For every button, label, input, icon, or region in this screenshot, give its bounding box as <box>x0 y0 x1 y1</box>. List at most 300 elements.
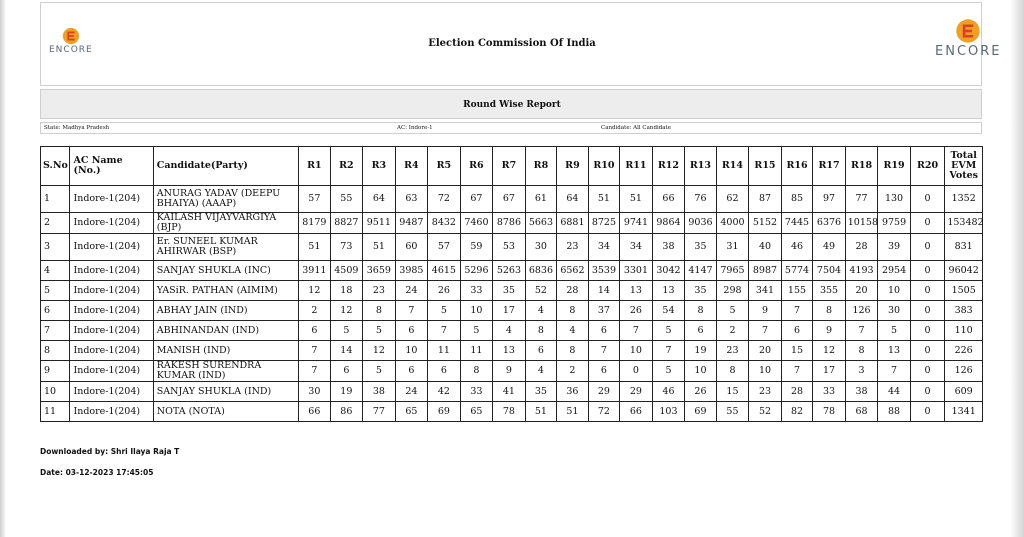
table-cell: 8179 <box>299 213 331 234</box>
table-cell: Indore-1(204) <box>70 186 153 213</box>
page-shadow-left <box>0 0 6 537</box>
table-cell: SANJAY SHUKLA (IND) <box>153 382 298 402</box>
table-cell: 30 <box>878 301 911 321</box>
column-header: R15 <box>749 147 782 186</box>
table-cell: 7 <box>299 341 331 361</box>
table-cell: 10 <box>878 281 911 301</box>
table-cell: 7 <box>588 341 620 361</box>
round-wise-table <box>40 146 983 422</box>
table-cell: 8 <box>813 301 846 321</box>
table-cell: 6881 <box>557 213 589 234</box>
column-header: Candidate(Party) <box>153 147 298 186</box>
table-cell: 10 <box>460 301 493 321</box>
table-cell: 23 <box>749 382 782 402</box>
table-cell: 14 <box>330 341 363 361</box>
table-cell: 35 <box>685 234 717 261</box>
table-cell: 7445 <box>781 213 813 234</box>
table-cell: 26 <box>428 281 461 301</box>
table-cell: 72 <box>588 402 620 422</box>
table-cell: 8 <box>557 341 589 361</box>
table-cell: 341 <box>749 281 782 301</box>
table-cell: 8725 <box>588 213 620 234</box>
table-cell: 86 <box>330 402 363 422</box>
table-cell: 69 <box>685 402 717 422</box>
table-cell: 110 <box>945 321 983 341</box>
table-cell: 12 <box>330 301 363 321</box>
table-cell: 9741 <box>620 213 653 234</box>
column-header: R1 <box>299 147 331 186</box>
table-cell: 3539 <box>588 261 620 281</box>
table-cell: 7 <box>749 321 782 341</box>
table-cell: 38 <box>845 382 878 402</box>
table-cell: 4615 <box>428 261 461 281</box>
table-cell: 11 <box>41 402 70 422</box>
table-cell: 67 <box>493 186 526 213</box>
table-cell: 7 <box>395 301 428 321</box>
table-cell: 6 <box>685 321 717 341</box>
table-cell: 6562 <box>557 261 589 281</box>
table-cell: YASiR. PATHAN (AIMIM) <box>153 281 298 301</box>
table-cell: 5 <box>652 321 685 341</box>
column-header: R4 <box>395 147 428 186</box>
meta-state: State: Madhya Pradesh <box>44 125 110 131</box>
table-cell: ABHINANDAN (IND) <box>153 321 298 341</box>
table-cell: 6 <box>588 361 620 382</box>
table-cell: 5 <box>330 321 363 341</box>
table-cell: 7460 <box>460 213 493 234</box>
table-cell: 28 <box>557 281 589 301</box>
column-header: R8 <box>525 147 557 186</box>
report-title: Round Wise Report <box>463 100 561 110</box>
table-cell: 12 <box>813 341 846 361</box>
table-cell: 5 <box>363 321 396 341</box>
table-cell: 33 <box>813 382 846 402</box>
table-cell: 8 <box>716 361 749 382</box>
table-cell: 31 <box>716 234 749 261</box>
table-cell: 7 <box>299 361 331 382</box>
table-cell: Er. SUNEEL KUMAR AHIRWAR (BSP) <box>153 234 298 261</box>
table-cell: Indore-1(204) <box>70 341 153 361</box>
table-cell: Indore-1(204) <box>70 361 153 382</box>
table-cell: 4 <box>525 301 557 321</box>
table-cell: 7965 <box>716 261 749 281</box>
table-cell: 5296 <box>460 261 493 281</box>
table-cell: 13 <box>493 341 526 361</box>
table-cell: 65 <box>395 402 428 422</box>
table-cell: 5 <box>363 361 396 382</box>
table-cell: 19 <box>685 341 717 361</box>
table-cell: 11 <box>460 341 493 361</box>
table-cell: KAILASH VIJAYVARGIYA (BJP) <box>153 213 298 234</box>
table-cell: 51 <box>299 234 331 261</box>
table-cell: 24 <box>395 281 428 301</box>
table-cell: 7 <box>781 361 813 382</box>
table-cell: 78 <box>493 402 526 422</box>
column-header: R10 <box>588 147 620 186</box>
table-cell: 103 <box>652 402 685 422</box>
table-cell: 52 <box>749 402 782 422</box>
table-cell: 20 <box>749 341 782 361</box>
table-cell: Indore-1(204) <box>70 234 153 261</box>
table-cell: 35 <box>525 382 557 402</box>
table-cell: 68 <box>845 402 878 422</box>
table-cell: 0 <box>910 402 945 422</box>
table-cell: 4193 <box>845 261 878 281</box>
table-cell: 5774 <box>781 261 813 281</box>
table-cell: 34 <box>620 234 653 261</box>
table-cell: 8 <box>685 301 717 321</box>
table-cell: 14 <box>588 281 620 301</box>
table-cell: 1505 <box>945 281 983 301</box>
table-cell: Indore-1(204) <box>70 321 153 341</box>
table-cell: 20 <box>845 281 878 301</box>
table-cell: 49 <box>813 234 846 261</box>
table-cell: 15 <box>716 382 749 402</box>
table-cell: 82 <box>781 402 813 422</box>
table-cell: 0 <box>910 213 945 234</box>
table-cell: 8432 <box>428 213 461 234</box>
table-cell: 9511 <box>363 213 396 234</box>
table-cell: 8 <box>525 321 557 341</box>
table-cell: 0 <box>910 382 945 402</box>
table-cell: 6 <box>525 341 557 361</box>
table-cell: 64 <box>557 186 589 213</box>
table-row <box>41 321 983 341</box>
table-cell: 8 <box>845 341 878 361</box>
table-cell: 5 <box>460 321 493 341</box>
table-cell: 2 <box>41 213 70 234</box>
table-cell: 4147 <box>685 261 717 281</box>
table-cell: 1352 <box>945 186 983 213</box>
table-cell: 66 <box>299 402 331 422</box>
table-cell: 9 <box>749 301 782 321</box>
table-cell: 88 <box>878 402 911 422</box>
table-cell: ABHAY JAIN (IND) <box>153 301 298 321</box>
table-cell: 5 <box>652 361 685 382</box>
table-cell: 9759 <box>878 213 911 234</box>
table-cell: 9487 <box>395 213 428 234</box>
table-cell: 41 <box>493 382 526 402</box>
column-header: R3 <box>363 147 396 186</box>
table-cell: 0 <box>910 261 945 281</box>
table-cell: 7504 <box>813 261 846 281</box>
table-cell: 28 <box>845 234 878 261</box>
table-cell: 9864 <box>652 213 685 234</box>
column-header: R11 <box>620 147 653 186</box>
table-cell: 4 <box>41 261 70 281</box>
table-cell: 65 <box>460 402 493 422</box>
table-cell: 8 <box>41 341 70 361</box>
table-cell: 19 <box>330 382 363 402</box>
logo-text: ENCORE <box>49 45 93 55</box>
table-cell: 9 <box>41 361 70 382</box>
table-row <box>41 281 983 301</box>
table-cell: Indore-1(204) <box>70 281 153 301</box>
downloaded-by: Downloaded by: Shri Ilaya Raja T <box>40 447 180 456</box>
table-cell: 12 <box>299 281 331 301</box>
table-cell: 0 <box>910 281 945 301</box>
table-cell: 6376 <box>813 213 846 234</box>
table-cell: 1 <box>41 186 70 213</box>
table-cell: 355 <box>813 281 846 301</box>
column-header: R17 <box>813 147 846 186</box>
table-cell: 10 <box>41 382 70 402</box>
table-cell: 0 <box>910 186 945 213</box>
table-cell: 63 <box>395 186 428 213</box>
table-cell: 609 <box>945 382 983 402</box>
table-cell: 298 <box>716 281 749 301</box>
table-cell: 13 <box>620 281 653 301</box>
table-cell: 29 <box>588 382 620 402</box>
table-cell: Indore-1(204) <box>70 261 153 281</box>
table-cell: 15 <box>781 341 813 361</box>
table-cell: 5663 <box>525 213 557 234</box>
commission-title: Election Commission Of India <box>428 38 596 49</box>
table-cell: 64 <box>363 186 396 213</box>
table-cell: 73 <box>330 234 363 261</box>
table-cell: 62 <box>716 186 749 213</box>
table-body <box>41 186 983 422</box>
table-cell: 46 <box>652 382 685 402</box>
table-cell: 26 <box>685 382 717 402</box>
table-cell: 7 <box>41 321 70 341</box>
table-cell: 0 <box>910 341 945 361</box>
table-cell: 66 <box>620 402 653 422</box>
table-cell: 4509 <box>330 261 363 281</box>
table-cell: 126 <box>945 361 983 382</box>
table-cell: 10158 <box>845 213 878 234</box>
table-cell: 87 <box>749 186 782 213</box>
table-cell: 5152 <box>749 213 782 234</box>
table-cell: 0 <box>910 301 945 321</box>
table-cell: 3659 <box>363 261 396 281</box>
table-cell: 42 <box>428 382 461 402</box>
table-cell: 6 <box>428 361 461 382</box>
table-cell: 2 <box>716 321 749 341</box>
table-cell: 37 <box>588 301 620 321</box>
table-cell: 57 <box>299 186 331 213</box>
table-cell: 60 <box>395 234 428 261</box>
table-cell: 10 <box>685 361 717 382</box>
table-cell: 10 <box>395 341 428 361</box>
table-cell: 67 <box>460 186 493 213</box>
table-cell: 96042 <box>945 261 983 281</box>
column-header: Total EVM Votes <box>945 147 983 186</box>
table-cell: 7 <box>652 341 685 361</box>
table-cell: 69 <box>428 402 461 422</box>
table-cell: 4 <box>493 321 526 341</box>
table-cell: 9 <box>813 321 846 341</box>
column-header: R6 <box>460 147 493 186</box>
table-cell: 2954 <box>878 261 911 281</box>
column-header: R5 <box>428 147 461 186</box>
meta-bar <box>40 122 982 134</box>
table-row <box>41 186 983 213</box>
table-cell: 57 <box>428 234 461 261</box>
meta-candidate: Candidate: All Candidate <box>601 125 671 131</box>
table-cell: 51 <box>620 186 653 213</box>
table-cell: 3042 <box>652 261 685 281</box>
table-cell: 11 <box>428 341 461 361</box>
column-header: R9 <box>557 147 589 186</box>
column-header: R16 <box>781 147 813 186</box>
table-cell: 66 <box>652 186 685 213</box>
table-cell: 78 <box>813 402 846 422</box>
table-cell: 97 <box>813 186 846 213</box>
table-cell: MANISH (IND) <box>153 341 298 361</box>
table-cell: 3301 <box>620 261 653 281</box>
table-cell: 130 <box>878 186 911 213</box>
table-cell: 6 <box>395 321 428 341</box>
table-cell: 3 <box>41 234 70 261</box>
table-cell: 18 <box>330 281 363 301</box>
encore-logo-icon <box>955 18 981 44</box>
table-cell: Indore-1(204) <box>70 402 153 422</box>
column-header: S.No <box>41 147 70 186</box>
table-cell: 155 <box>781 281 813 301</box>
column-header: R2 <box>330 147 363 186</box>
table-cell: 77 <box>845 186 878 213</box>
table-cell: 4 <box>525 361 557 382</box>
encore-logo-icon <box>62 27 80 45</box>
table-cell: 7 <box>620 321 653 341</box>
table-cell: 52 <box>525 281 557 301</box>
table-cell: 53 <box>493 234 526 261</box>
table-row <box>41 261 983 281</box>
table-cell: 9036 <box>685 213 717 234</box>
download-date: Date: 03-12-2023 17:45:05 <box>40 468 154 477</box>
table-cell: NOTA (NOTA) <box>153 402 298 422</box>
table-cell: 8 <box>460 361 493 382</box>
table-cell: 54 <box>652 301 685 321</box>
table-cell: 0 <box>620 361 653 382</box>
table-cell: 7 <box>878 361 911 382</box>
column-header: R13 <box>685 147 717 186</box>
table-cell: 29 <box>620 382 653 402</box>
table-cell: 46 <box>781 234 813 261</box>
table-row <box>41 382 983 402</box>
table-cell: 5 <box>716 301 749 321</box>
table-cell: 6 <box>299 321 331 341</box>
column-header: R19 <box>878 147 911 186</box>
table-cell: 33 <box>460 281 493 301</box>
table-cell: 226 <box>945 341 983 361</box>
table-cell: 4 <box>557 321 589 341</box>
column-header: R18 <box>845 147 878 186</box>
table-cell: 0 <box>910 234 945 261</box>
table-cell: 153482 <box>945 213 983 234</box>
table-cell: 5 <box>41 281 70 301</box>
table-cell: 6 <box>41 301 70 321</box>
table-cell: 9 <box>493 361 526 382</box>
table-row <box>41 213 983 234</box>
table-cell: 6 <box>588 321 620 341</box>
table-cell: 5 <box>428 301 461 321</box>
table-cell: 72 <box>428 186 461 213</box>
table-cell: 8827 <box>330 213 363 234</box>
table-cell: RAKESH SURENDRA KUMAR (IND) <box>153 361 298 382</box>
table-cell: 51 <box>588 186 620 213</box>
table-cell: Indore-1(204) <box>70 213 153 234</box>
table-cell: Indore-1(204) <box>70 301 153 321</box>
table-cell: 6836 <box>525 261 557 281</box>
table-cell: 51 <box>363 234 396 261</box>
table-cell: 8786 <box>493 213 526 234</box>
table-cell: 10 <box>749 361 782 382</box>
table-cell: 33 <box>460 382 493 402</box>
table-cell: 13 <box>652 281 685 301</box>
table-cell: 24 <box>395 382 428 402</box>
encore-logo-right <box>935 18 1002 59</box>
table-cell: ANURAG YADAV (DEEPU BHAIYA) (AAAP) <box>153 186 298 213</box>
table-cell: 6 <box>781 321 813 341</box>
table-cell: 23 <box>557 234 589 261</box>
table-cell: 8987 <box>749 261 782 281</box>
table-cell: 2 <box>557 361 589 382</box>
table-cell: 3 <box>845 361 878 382</box>
table-cell: 17 <box>493 301 526 321</box>
table-cell: 38 <box>363 382 396 402</box>
table-cell: 40 <box>749 234 782 261</box>
table-cell: 39 <box>878 234 911 261</box>
table-cell: 59 <box>460 234 493 261</box>
column-header: R20 <box>910 147 945 186</box>
table-row <box>41 341 983 361</box>
meta-ac: AC: Indore-1 <box>397 125 433 131</box>
table-cell: 28 <box>781 382 813 402</box>
table-cell: 0 <box>910 361 945 382</box>
table-cell: 77 <box>363 402 396 422</box>
table-cell: 1341 <box>945 402 983 422</box>
table-cell: 3911 <box>299 261 331 281</box>
table-cell: 30 <box>525 234 557 261</box>
table-cell: 7 <box>428 321 461 341</box>
table-row <box>41 361 983 382</box>
table-cell: SANJAY SHUKLA (INC) <box>153 261 298 281</box>
table-cell: 38 <box>652 234 685 261</box>
table-cell: 6 <box>330 361 363 382</box>
logo-text: ENCORE <box>935 44 1002 59</box>
table-cell: 44 <box>878 382 911 402</box>
table-cell: 126 <box>845 301 878 321</box>
table-header-row <box>41 147 983 186</box>
table-cell: 10 <box>620 341 653 361</box>
table-cell: 8 <box>363 301 396 321</box>
page-shadow-right <box>1010 0 1024 537</box>
table-cell: 85 <box>781 186 813 213</box>
table-cell: 55 <box>716 402 749 422</box>
table-cell: 36 <box>557 382 589 402</box>
table-cell: 7 <box>781 301 813 321</box>
table-cell: 26 <box>620 301 653 321</box>
table-cell: 35 <box>685 281 717 301</box>
table-cell: Indore-1(204) <box>70 382 153 402</box>
table-row <box>41 402 983 422</box>
table-cell: 51 <box>557 402 589 422</box>
table-cell: 6 <box>395 361 428 382</box>
table-cell: 17 <box>813 361 846 382</box>
table-cell: 4000 <box>716 213 749 234</box>
table-cell: 61 <box>525 186 557 213</box>
column-header: R7 <box>493 147 526 186</box>
table-cell: 35 <box>493 281 526 301</box>
table-cell: 5263 <box>493 261 526 281</box>
encore-logo-left <box>49 27 93 55</box>
table-cell: 3985 <box>395 261 428 281</box>
column-header: AC Name (No.) <box>70 147 153 186</box>
table-cell: 76 <box>685 186 717 213</box>
column-header: R12 <box>652 147 685 186</box>
